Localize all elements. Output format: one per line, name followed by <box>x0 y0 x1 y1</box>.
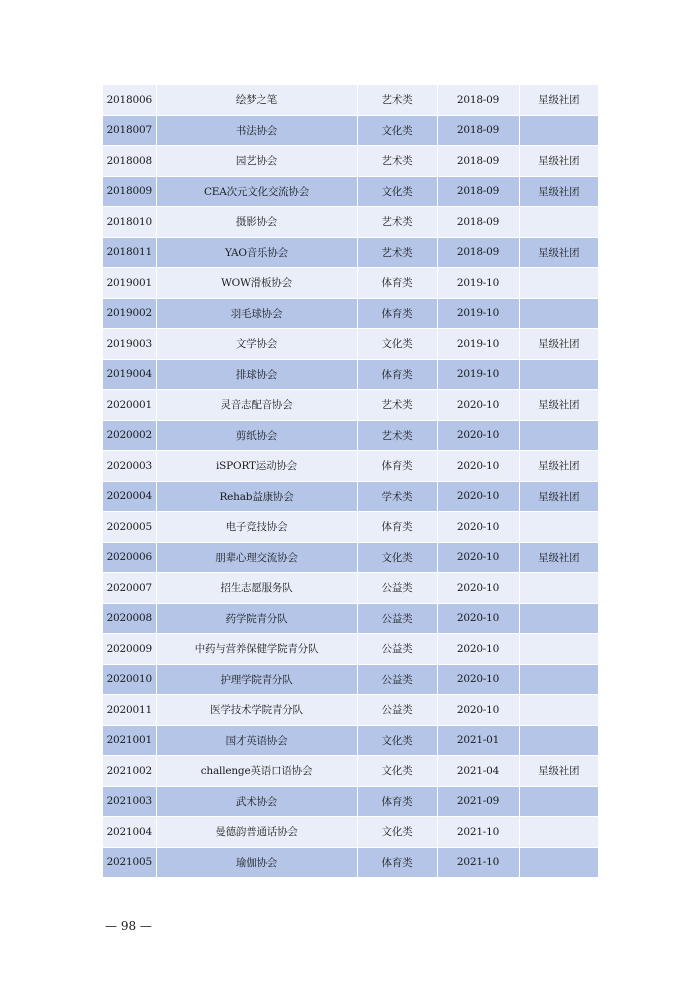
club-id-cell: 2018008 <box>103 146 156 177</box>
club-category-cell: 体育类 <box>357 512 437 543</box>
club-id-cell: 2019001 <box>103 268 156 299</box>
club-name-cell: 灵音志配音协会 <box>156 390 357 421</box>
club-level-cell <box>519 695 598 726</box>
club-date-cell: 2020-10 <box>437 542 519 573</box>
club-category-cell: 体育类 <box>357 268 437 299</box>
club-date-cell: 2021-09 <box>437 786 519 817</box>
table-row <box>103 115 598 146</box>
club-category-cell: 艺术类 <box>357 420 437 451</box>
table-row <box>103 664 598 695</box>
club-date-cell: 2018-09 <box>437 207 519 238</box>
club-name-cell: 武术协会 <box>156 786 357 817</box>
table-row <box>103 390 598 421</box>
club-category-cell: 公益类 <box>357 664 437 695</box>
club-date-cell: 2018-09 <box>437 85 519 115</box>
club-level-cell: 星级社团 <box>519 542 598 573</box>
club-name-cell: 药学院青分队 <box>156 603 357 634</box>
club-category-cell: 艺术类 <box>357 85 437 115</box>
club-name-cell: YAO音乐协会 <box>156 237 357 268</box>
club-level-cell <box>519 512 598 543</box>
club-id-cell: 2021004 <box>103 817 156 848</box>
club-category-cell: 文化类 <box>357 542 437 573</box>
club-level-cell: 星级社团 <box>519 85 598 115</box>
club-id-cell: 2020011 <box>103 695 156 726</box>
table-row <box>103 817 598 848</box>
club-level-cell <box>519 207 598 238</box>
club-level-cell: 星级社团 <box>519 329 598 360</box>
club-id-cell: 2021002 <box>103 756 156 787</box>
club-category-cell: 体育类 <box>357 298 437 329</box>
club-id-cell: 2020006 <box>103 542 156 573</box>
club-name-cell: 护理学院青分队 <box>156 664 357 695</box>
club-table-body <box>103 85 598 878</box>
club-id-cell: 2018007 <box>103 115 156 146</box>
club-level-cell: 星级社团 <box>519 451 598 482</box>
table-row <box>103 420 598 451</box>
club-id-cell: 2020005 <box>103 512 156 543</box>
club-level-cell <box>519 359 598 390</box>
club-level-cell: 星级社团 <box>519 390 598 421</box>
club-name-cell: 书法协会 <box>156 115 357 146</box>
club-level-cell <box>519 420 598 451</box>
club-name-cell: 医学技术学院青分队 <box>156 695 357 726</box>
club-category-cell: 体育类 <box>357 786 437 817</box>
club-category-cell: 体育类 <box>357 451 437 482</box>
club-name-cell: 剪纸协会 <box>156 420 357 451</box>
table-row <box>103 695 598 726</box>
club-table <box>103 85 598 878</box>
club-name-cell: 招生志愿服务队 <box>156 573 357 604</box>
club-name-cell: 曼德韵普通话协会 <box>156 817 357 848</box>
table-row <box>103 481 598 512</box>
club-date-cell: 2020-10 <box>437 420 519 451</box>
club-name-cell: 绘梦之笔 <box>156 85 357 115</box>
club-id-cell: 2018010 <box>103 207 156 238</box>
club-level-cell <box>519 634 598 665</box>
club-category-cell: 公益类 <box>357 603 437 634</box>
club-date-cell: 2021-01 <box>437 725 519 756</box>
club-level-cell <box>519 573 598 604</box>
club-category-cell: 艺术类 <box>357 146 437 177</box>
club-date-cell: 2020-10 <box>437 390 519 421</box>
table-row <box>103 603 598 634</box>
table-row <box>103 542 598 573</box>
club-name-cell: iSPORT运动协会 <box>156 451 357 482</box>
club-id-cell: 2019002 <box>103 298 156 329</box>
club-name-cell: 朋辈心理交流协会 <box>156 542 357 573</box>
club-date-cell: 2020-10 <box>437 512 519 543</box>
club-id-cell: 2018011 <box>103 237 156 268</box>
table-row <box>103 451 598 482</box>
club-level-cell: 星级社团 <box>519 237 598 268</box>
table-row <box>103 786 598 817</box>
club-name-cell: CEA次元文化交流协会 <box>156 176 357 207</box>
club-level-cell <box>519 115 598 146</box>
club-level-cell <box>519 664 598 695</box>
club-date-cell: 2020-10 <box>437 634 519 665</box>
club-level-cell <box>519 725 598 756</box>
club-id-cell: 2019004 <box>103 359 156 390</box>
club-date-cell: 2020-10 <box>437 664 519 695</box>
club-name-cell: 瑜伽协会 <box>156 847 357 878</box>
table-row <box>103 146 598 177</box>
club-id-cell: 2020004 <box>103 481 156 512</box>
table-row <box>103 512 598 543</box>
club-category-cell: 艺术类 <box>357 207 437 238</box>
table-row <box>103 634 598 665</box>
club-level-cell: 星级社团 <box>519 756 598 787</box>
club-date-cell: 2021-10 <box>437 817 519 848</box>
page-number: — 98 — <box>105 919 152 933</box>
club-id-cell: 2018009 <box>103 176 156 207</box>
club-level-cell <box>519 268 598 299</box>
club-id-cell: 2020003 <box>103 451 156 482</box>
club-date-cell: 2018-09 <box>437 237 519 268</box>
club-level-cell <box>519 786 598 817</box>
club-id-cell: 2020008 <box>103 603 156 634</box>
club-date-cell: 2020-10 <box>437 603 519 634</box>
club-category-cell: 文化类 <box>357 176 437 207</box>
club-id-cell: 2021005 <box>103 847 156 878</box>
club-date-cell: 2018-09 <box>437 146 519 177</box>
club-date-cell: 2019-10 <box>437 359 519 390</box>
club-level-cell: 星级社团 <box>519 481 598 512</box>
table-row <box>103 85 598 115</box>
club-id-cell: 2020010 <box>103 664 156 695</box>
club-id-cell: 2020002 <box>103 420 156 451</box>
table-row <box>103 573 598 604</box>
club-name-cell: challenge英语口语协会 <box>156 756 357 787</box>
club-date-cell: 2018-09 <box>437 115 519 146</box>
club-level-cell: 星级社团 <box>519 146 598 177</box>
table-row <box>103 359 598 390</box>
club-level-cell <box>519 298 598 329</box>
club-category-cell: 文化类 <box>357 329 437 360</box>
table-row <box>103 268 598 299</box>
table-row <box>103 298 598 329</box>
club-category-cell: 公益类 <box>357 634 437 665</box>
club-name-cell: WOW滑板协会 <box>156 268 357 299</box>
club-name-cell: 羽毛球协会 <box>156 298 357 329</box>
club-name-cell: Rehab益康协会 <box>156 481 357 512</box>
club-category-cell: 学术类 <box>357 481 437 512</box>
club-date-cell: 2020-10 <box>437 573 519 604</box>
club-category-cell: 体育类 <box>357 847 437 878</box>
club-date-cell: 2018-09 <box>437 176 519 207</box>
club-category-cell: 文化类 <box>357 725 437 756</box>
table-row <box>103 207 598 238</box>
club-category-cell: 艺术类 <box>357 390 437 421</box>
club-level-cell <box>519 847 598 878</box>
club-id-cell: 2021001 <box>103 725 156 756</box>
club-id-cell: 2020007 <box>103 573 156 604</box>
club-date-cell: 2020-10 <box>437 451 519 482</box>
club-level-cell <box>519 817 598 848</box>
club-date-cell: 2019-10 <box>437 329 519 360</box>
club-date-cell: 2020-10 <box>437 695 519 726</box>
club-name-cell: 园艺协会 <box>156 146 357 177</box>
table-row <box>103 847 598 878</box>
club-id-cell: 2020001 <box>103 390 156 421</box>
club-level-cell: 星级社团 <box>519 176 598 207</box>
club-level-cell <box>519 603 598 634</box>
table-row <box>103 725 598 756</box>
club-name-cell: 电子竞技协会 <box>156 512 357 543</box>
club-category-cell: 文化类 <box>357 115 437 146</box>
table-row <box>103 329 598 360</box>
club-category-cell: 公益类 <box>357 573 437 604</box>
club-date-cell: 2021-04 <box>437 756 519 787</box>
club-name-cell: 文学协会 <box>156 329 357 360</box>
club-name-cell: 中药与营养保健学院青分队 <box>156 634 357 665</box>
club-id-cell: 2020009 <box>103 634 156 665</box>
club-name-cell: 排球协会 <box>156 359 357 390</box>
table-row <box>103 176 598 207</box>
club-name-cell: 摄影协会 <box>156 207 357 238</box>
club-category-cell: 艺术类 <box>357 237 437 268</box>
club-date-cell: 2020-10 <box>437 481 519 512</box>
club-id-cell: 2018006 <box>103 85 156 115</box>
club-id-cell: 2019003 <box>103 329 156 360</box>
club-category-cell: 体育类 <box>357 359 437 390</box>
club-name-cell: 国才英语协会 <box>156 725 357 756</box>
club-date-cell: 2019-10 <box>437 298 519 329</box>
table-row <box>103 237 598 268</box>
club-date-cell: 2019-10 <box>437 268 519 299</box>
club-category-cell: 公益类 <box>357 695 437 726</box>
club-category-cell: 文化类 <box>357 756 437 787</box>
club-id-cell: 2021003 <box>103 786 156 817</box>
club-category-cell: 文化类 <box>357 817 437 848</box>
club-date-cell: 2021-10 <box>437 847 519 878</box>
table-row <box>103 756 598 787</box>
